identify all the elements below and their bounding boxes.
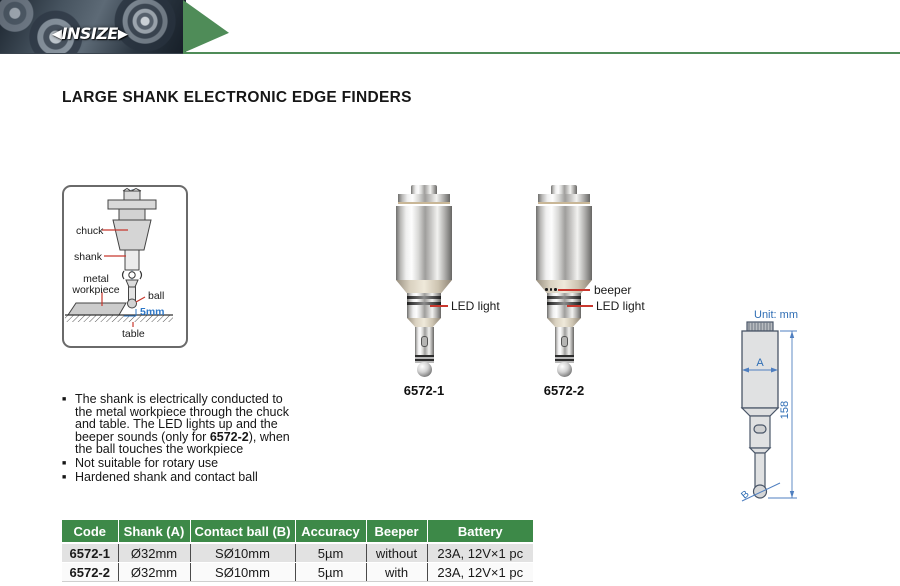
beeper-label: beeper — [594, 283, 632, 297]
header-chevron-shape — [183, 0, 229, 53]
led-light-label: LED light — [596, 299, 645, 313]
edge-finder-contact-ball — [417, 362, 432, 377]
diagram-label-gap: 5mm — [140, 306, 165, 318]
logo-arrow-left-icon: ◀ — [52, 27, 62, 42]
beeper-hole — [550, 288, 553, 291]
edge-finder-taper — [396, 280, 452, 293]
edge-finder-stem — [415, 327, 434, 355]
table-cell-contact-ball: SØ10mm — [190, 543, 295, 563]
diagram-label-chuck: chuck — [76, 225, 104, 237]
diagram-label-table: table — [122, 328, 145, 340]
product-figure-6572-2 — [536, 185, 592, 397]
edge-finder-stem — [555, 327, 574, 355]
col-header-accuracy: Accuracy — [295, 520, 366, 543]
dimension-drawing — [740, 305, 860, 505]
dim-a-label: A — [756, 357, 764, 369]
header-machinery-photo — [0, 0, 186, 54]
page-header — [0, 0, 900, 58]
col-header-battery: Battery — [427, 520, 533, 543]
col-header-contact-ball: Contact ball (B) — [190, 520, 295, 543]
edge-finder-body — [536, 206, 592, 280]
feature-item — [62, 457, 302, 470]
table-cell-beeper: with — [366, 563, 427, 582]
edge-finder-cap — [411, 185, 437, 194]
spec-table — [62, 520, 533, 582]
spec-row — [62, 563, 533, 582]
table-cell-beeper: without — [366, 543, 427, 563]
product-code-caption: 6572-1 — [403, 383, 445, 398]
spec-header-row — [62, 520, 533, 543]
dim-158-label: 158 — [779, 400, 791, 420]
page-title: LARGE SHANK ELECTRONIC EDGE FINDERS — [62, 89, 412, 106]
beeper-hole — [545, 288, 548, 291]
product-figure-6572-1 — [396, 185, 452, 397]
table-cell-battery: 23A, 12V×1 pc — [427, 563, 533, 582]
feature-text: Not suitable for rotary use — [75, 456, 219, 470]
col-header-beeper: Beeper — [366, 520, 427, 543]
table-cell-shank: Ø32mm — [118, 543, 190, 563]
table-cell-shank: Ø32mm — [118, 563, 190, 582]
table-cell-code: 6572-2 — [62, 563, 118, 582]
led-callout-line — [567, 305, 593, 307]
edge-finder-rim — [398, 194, 450, 204]
feature-list — [62, 393, 302, 485]
beeper-callout-line — [558, 289, 590, 291]
stem-marking — [421, 336, 428, 347]
led-light-label: LED light — [451, 299, 500, 313]
led-window-band — [547, 296, 581, 299]
col-header-shank: Shank (A) — [118, 520, 190, 543]
feature-code-ref: 6572-2 — [209, 429, 249, 444]
feature-text: Hardened shank and contact ball — [75, 470, 258, 484]
diagram-label-metal-workpiece: metal workpiece — [72, 273, 120, 296]
table-cell-contact-ball: SØ10mm — [190, 563, 295, 582]
edge-finder-rim — [538, 194, 590, 204]
dimension-drawing-svg — [740, 305, 860, 505]
feature-item — [62, 393, 302, 456]
edge-finder-taper — [547, 318, 581, 327]
edge-finder-cap — [551, 185, 577, 194]
setup-diagram — [62, 185, 188, 348]
setup-diagram-drawing — [62, 185, 188, 348]
dim-b-label: B — [740, 488, 752, 502]
led-callout-line — [430, 305, 448, 307]
logo-arrow-right-icon: ▶ — [117, 27, 128, 42]
edge-finder-taper — [407, 318, 441, 327]
col-header-code: Code — [62, 520, 118, 543]
feature-item — [62, 471, 302, 484]
table-cell-accuracy: 5µm — [295, 563, 366, 582]
edge-finder-taper — [536, 280, 592, 293]
table-cell-battery: 23A, 12V×1 pc — [427, 543, 533, 563]
beeper-hole — [554, 288, 557, 291]
edge-finder-contact-ball — [557, 362, 572, 377]
product-code-caption: 6572-2 — [543, 383, 585, 398]
feature-text: ), when the ball touches the workpiece — [75, 429, 290, 456]
led-window-band — [407, 296, 441, 299]
feature-text: The shank is electrically conducted to the metal workpiece through the chuck and table. The LED lights up and the beeper sounds (only for — [75, 392, 290, 444]
logo-text: INSIZE — [61, 24, 118, 43]
table-cell-code: 6572-1 — [62, 543, 118, 563]
table-cell-accuracy: 5µm — [295, 543, 366, 563]
spec-row — [62, 543, 533, 563]
insize-logo — [52, 24, 127, 43]
edge-finder-body — [396, 206, 452, 280]
header-green-rule — [183, 52, 900, 55]
diagram-label-ball: ball — [148, 290, 165, 302]
diagram-label-shank: shank — [74, 251, 103, 263]
stem-marking — [561, 336, 568, 347]
unit-label: Unit: mm — [754, 309, 798, 321]
